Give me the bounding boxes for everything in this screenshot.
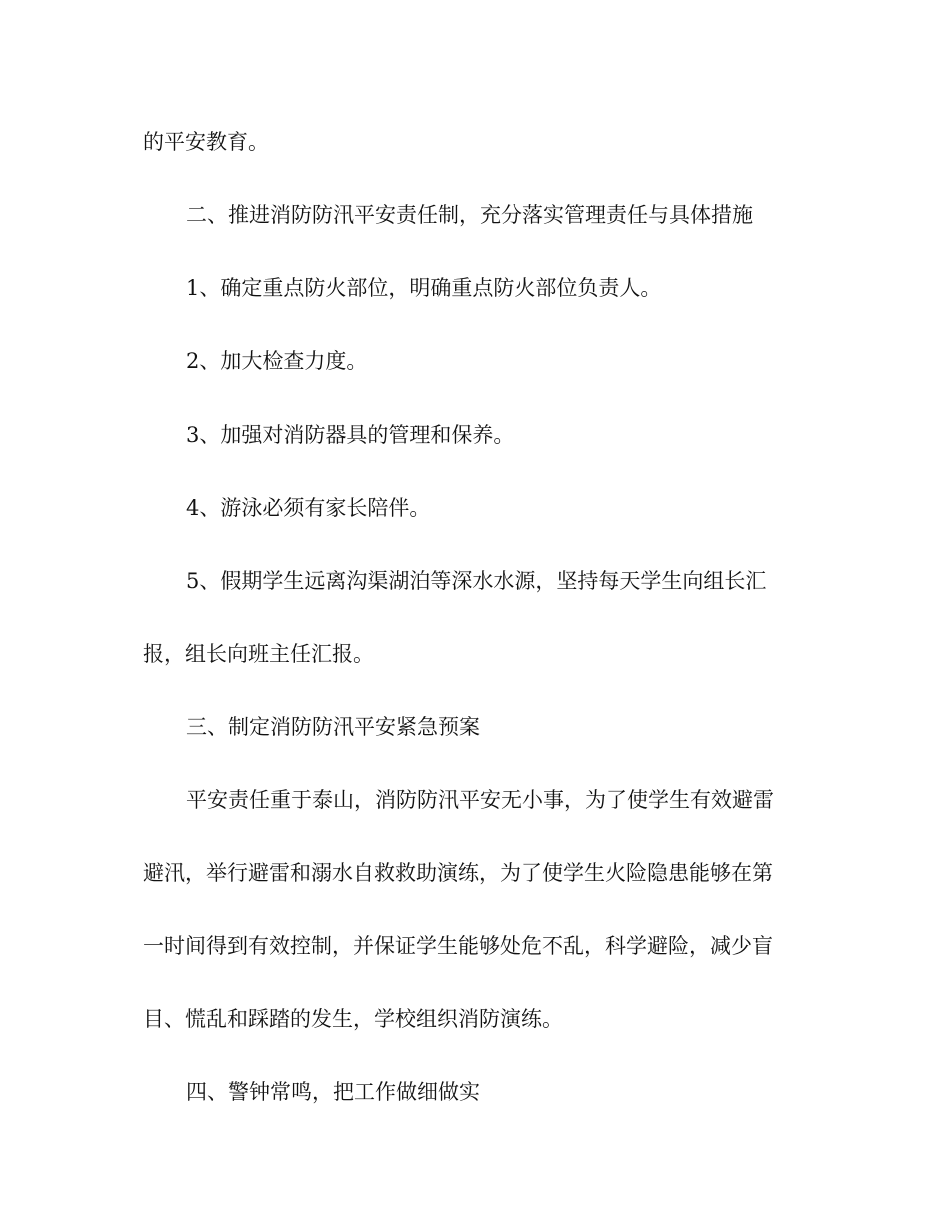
paragraph-line: 的平安教育。 [143,130,269,154]
paragraph-line: 平安责任重于泰山，消防防汛平安无小事，为了使学生有效避雷 [186,788,774,812]
list-item-5-continued: 报，组长向班主任汇报。 [143,642,374,666]
list-item-3: 3、加强对消防器具的管理和保养。 [186,423,515,447]
paragraph-line: 避汛，举行避雷和溺水自救救助演练，为了使学生火险隐患能够在第 [143,861,773,885]
section-heading-2: 二、推进消防防汛平安责任制，充分落实管理责任与具体措施 [186,203,753,227]
list-item-2: 2、加大检查力度。 [186,349,368,373]
section-heading-3: 三、制定消防防汛平安紧急预案 [186,715,480,739]
section-heading-4: 四、警钟常鸣，把工作做细做实 [186,1080,480,1104]
paragraph-line: 目、慌乱和踩踏的发生，学校组织消防演练。 [143,1007,563,1031]
paragraph-line: 一时间得到有效控制，并保证学生能够处危不乱，科学避险，减少盲 [143,934,773,958]
list-item-4: 4、游泳必须有家长陪伴。 [186,496,431,520]
list-item-1: 1、确定重点防火部位，明确重点防火部位负责人。 [186,276,662,300]
list-item-5: 5、假期学生远离沟渠湖泊等深水水源，坚持每天学生向组长汇 [186,569,767,593]
